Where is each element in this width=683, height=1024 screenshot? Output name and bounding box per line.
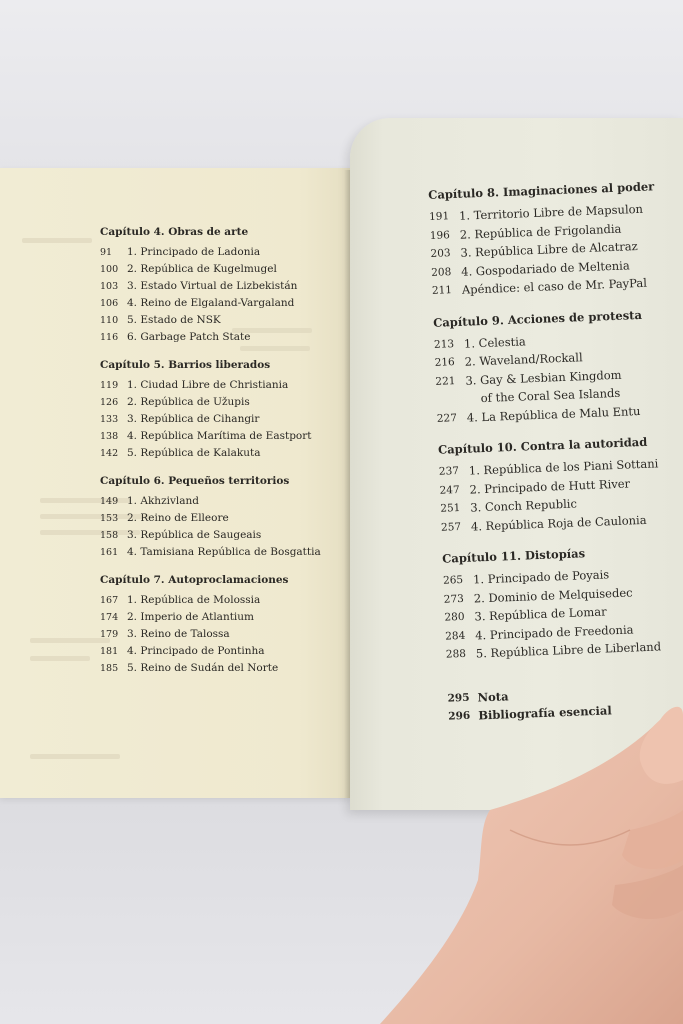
chapter-title: Capítulo 4. Obras de arte (100, 226, 249, 238)
entry-title: 3. República de Saugeais (127, 529, 262, 541)
bleed-through-line (30, 656, 90, 661)
toc-entry (100, 626, 340, 643)
toc-entry (100, 244, 340, 261)
toc-entry (100, 312, 340, 329)
page-number: 211 (431, 284, 453, 297)
toc-entry (100, 329, 340, 346)
entry-title: 1. Territorio Libre de Mapsulon (458, 201, 644, 223)
entry-title: 1. Celestia (463, 333, 526, 351)
toc-entry (100, 660, 340, 677)
toc-entry (100, 493, 340, 510)
entry-title: 3. Reino de Talossa (127, 628, 230, 640)
page-number: 203 (430, 247, 451, 260)
page-number: 237 (438, 465, 460, 478)
page-number: 296 (448, 709, 471, 723)
entry-title: 2. República de Užupis (127, 396, 250, 408)
chapter-title: Capítulo 6. Pequeños territorios (100, 475, 290, 487)
toc-entry (100, 428, 340, 445)
entry-title: 4. República Roja de Caulonia (470, 512, 647, 534)
page-number: 191 (428, 210, 450, 223)
bleed-through-line (22, 238, 92, 243)
hand-palm (380, 713, 683, 1024)
right-table-of-contents (428, 179, 683, 726)
page-number: 179 (100, 629, 119, 640)
left-table-of-contents (100, 226, 340, 690)
entry-title: Nota (477, 688, 509, 704)
entry-title: 5. Reino de Sudán del Norte (127, 662, 279, 674)
chapter-title: Capítulo 7. Autoproclamaciones (100, 574, 289, 586)
page-number: 91 (100, 247, 113, 258)
page-number: 149 (100, 496, 119, 507)
entry-title: 4. Principado de Pontinha (127, 645, 265, 657)
chapter-title: Capítulo 9. Acciones de protesta (432, 307, 643, 330)
toc-entry (100, 609, 340, 626)
toc-entry (100, 445, 340, 462)
entry-title: 2. Principado de Hutt River (469, 475, 631, 497)
entry-title: 1. Principado de Ladonia (127, 246, 261, 258)
toc-entry (100, 592, 340, 609)
bleed-through-line (30, 638, 110, 643)
toc-section (100, 359, 340, 462)
page-number: 161 (100, 547, 119, 558)
toc-entry (100, 377, 340, 394)
entry-title: 5. Estado de NSK (127, 314, 221, 326)
page-number: 181 (100, 646, 119, 657)
page-number: 227 (436, 411, 458, 425)
page-number: 126 (100, 397, 119, 408)
page-number: 100 (100, 264, 119, 275)
entry-title: 1. Ciudad Libre de Christiania (127, 379, 289, 391)
chapter-title: Capítulo 11. Distopías (441, 546, 586, 566)
hand-thumb (640, 707, 683, 784)
entry-title: 4. Gospodariado de Meltenia (460, 257, 630, 279)
entry-title: Apéndice: el caso de Mr. PayPal (461, 275, 648, 297)
entry-title: 3. Gay & Lesbian Kingdom of the Coral Sea Islands (465, 367, 622, 406)
page-number: 153 (100, 513, 119, 524)
entry-title: 5. República Libre de Liberland (475, 639, 662, 661)
entry-title: 3. República de Lomar (474, 604, 607, 624)
entry-title: 2. Dominio de Melquisedec (473, 584, 633, 606)
toc-section (428, 179, 672, 301)
page-number: 216 (434, 356, 455, 369)
toc-section (100, 475, 340, 561)
entry-title: 6. Garbage Patch State (127, 331, 251, 343)
hand (360, 700, 683, 1024)
page-number: 251 (440, 501, 461, 515)
entry-title: 1. Principado de Poyais (472, 567, 610, 587)
page-number: 133 (100, 414, 119, 425)
entry-title: 2. República de Frigolandia (459, 221, 622, 242)
chapter-title: Capítulo 10. Contra la autoridad (437, 434, 648, 457)
entry-title: Bibliografía esencial (478, 703, 612, 723)
entry-title: 3. República Libre de Alcatraz (460, 238, 638, 260)
entry-title: 4. Tamisiana República de Bosgattia (127, 546, 321, 558)
entry-title: 3. Conch Republic (470, 496, 578, 515)
toc-section (433, 306, 677, 428)
page-number: 116 (100, 332, 119, 343)
toc-entry (100, 527, 340, 544)
toc-section (438, 434, 681, 537)
page-number: 167 (100, 595, 119, 606)
entry-title: 4. República Marítima de Eastport (127, 430, 312, 442)
page-number: 265 (442, 573, 464, 587)
entry-title: 1. Akhzivland (127, 495, 199, 507)
page-number: 257 (440, 520, 462, 534)
entry-title: 1. República de los Piani Sottani (468, 456, 659, 478)
page-number: 273 (443, 592, 465, 606)
chapter-title: Capítulo 8. Imaginaciones al poder (428, 179, 655, 202)
toc-entry (100, 394, 340, 411)
page-number: 119 (100, 380, 119, 391)
entry-title: 4. La República de Malu Entu (466, 403, 641, 425)
page-number: 103 (100, 281, 119, 292)
page-number: 196 (429, 228, 451, 242)
entry-title: 4. Reino de Elgaland-Vargaland (127, 297, 295, 309)
toc-entry (100, 261, 340, 278)
page-number: 138 (100, 431, 119, 442)
toc-entry (100, 411, 340, 428)
page-number: 106 (100, 298, 119, 309)
page-number: 221 (435, 374, 456, 388)
page-number: 280 (444, 610, 465, 624)
entry-title: 5. República de Kalakuta (127, 447, 261, 459)
page-number: 213 (433, 337, 455, 351)
entry-title: 1. República de Molossia (127, 594, 261, 606)
bleed-through-line (30, 754, 120, 759)
page-number: 142 (100, 448, 119, 459)
page-number: 295 (447, 691, 470, 705)
toc-section (100, 574, 340, 677)
toc-entry (100, 544, 340, 561)
toc-entry (100, 510, 340, 527)
page-number: 110 (100, 315, 119, 326)
entry-title: 2. Imperio de Atlantium (127, 611, 254, 623)
toc-section (100, 226, 340, 346)
page-number: 288 (445, 647, 467, 661)
toc-entry (100, 643, 340, 660)
entry-title: 3. Estado Virtual de Lizbekistán (127, 280, 298, 292)
entry-title: 2. Reino de Elleore (127, 512, 229, 524)
page-number: 284 (444, 629, 466, 643)
toc-entry (100, 278, 340, 295)
entry-title: 2. Waveland/Rockall (464, 350, 583, 369)
toc-entry (100, 295, 340, 312)
page-number: 158 (100, 530, 119, 541)
page-number: 185 (100, 663, 119, 674)
entry-title: 3. República de Cihangir (127, 413, 260, 425)
page-number: 174 (100, 612, 119, 623)
entry-title: 4. Principado de Freedonia (474, 621, 634, 643)
entry-title: 2. República de Kugelmugel (127, 263, 277, 275)
page-number: 247 (439, 483, 460, 497)
chapter-title: Capítulo 5. Barrios liberados (100, 359, 271, 371)
toc-section (442, 543, 683, 665)
page-number: 208 (431, 265, 452, 279)
